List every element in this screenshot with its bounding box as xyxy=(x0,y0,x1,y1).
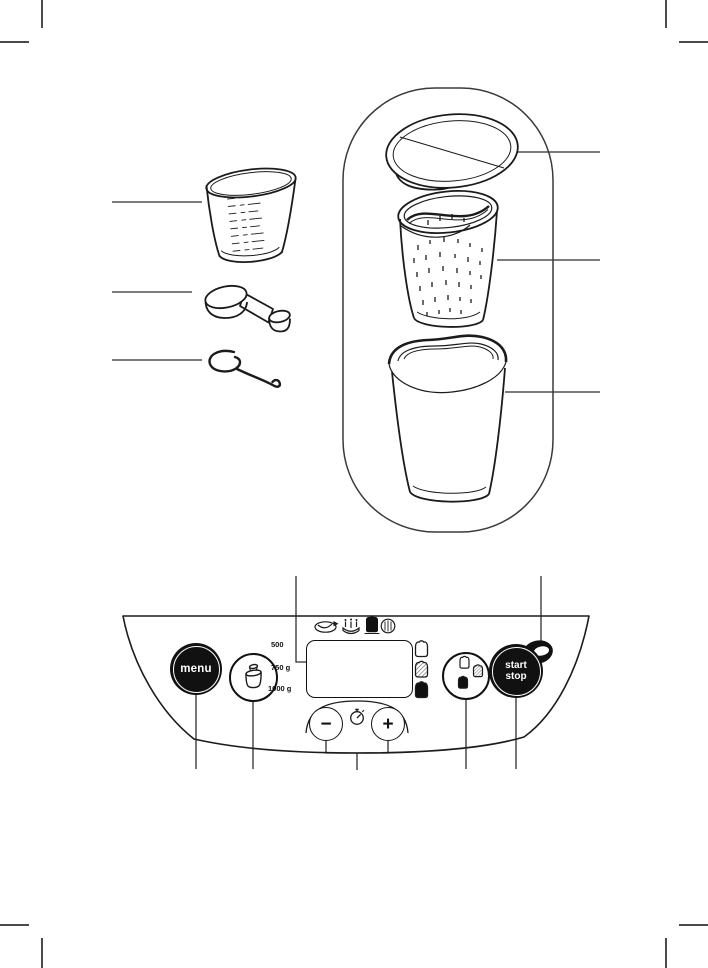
strainer-basket xyxy=(396,186,500,327)
plus-label: + xyxy=(382,713,394,735)
timer-plus-button[interactable] xyxy=(371,707,405,741)
weight-500-label: 500 xyxy=(271,640,284,649)
measuring-cup xyxy=(205,164,298,262)
loaf-size-button[interactable] xyxy=(229,653,278,702)
minus-label: − xyxy=(320,713,332,735)
weight-1000-label: 1000 g xyxy=(268,684,292,693)
callout-line-timer-bracket xyxy=(326,741,388,770)
start-label: start xyxy=(505,660,527,671)
dough-hook xyxy=(210,351,280,387)
keep-warm-icon xyxy=(381,619,395,633)
pot-lid xyxy=(383,109,521,193)
stop-label: stop xyxy=(505,671,527,682)
kneading-icon xyxy=(315,621,339,632)
rising-icon xyxy=(343,619,359,634)
crust-color-button[interactable] xyxy=(442,652,490,700)
baking-icon xyxy=(365,616,380,633)
menu-button-label: menu xyxy=(180,663,212,675)
timer-minus-button[interactable] xyxy=(309,707,343,741)
start-stop-button[interactable] xyxy=(489,644,543,698)
weight-750-label: 750 g xyxy=(271,663,291,672)
crust-light-icon xyxy=(416,641,428,657)
crust-dark-icon xyxy=(416,682,428,698)
pot xyxy=(389,336,506,502)
lcd-display xyxy=(306,640,413,698)
timer-icon xyxy=(351,710,364,725)
crust-medium-icon xyxy=(416,661,428,677)
measuring-spoon xyxy=(203,282,291,331)
callout-line-display xyxy=(296,576,306,662)
menu-button[interactable] xyxy=(170,643,222,695)
